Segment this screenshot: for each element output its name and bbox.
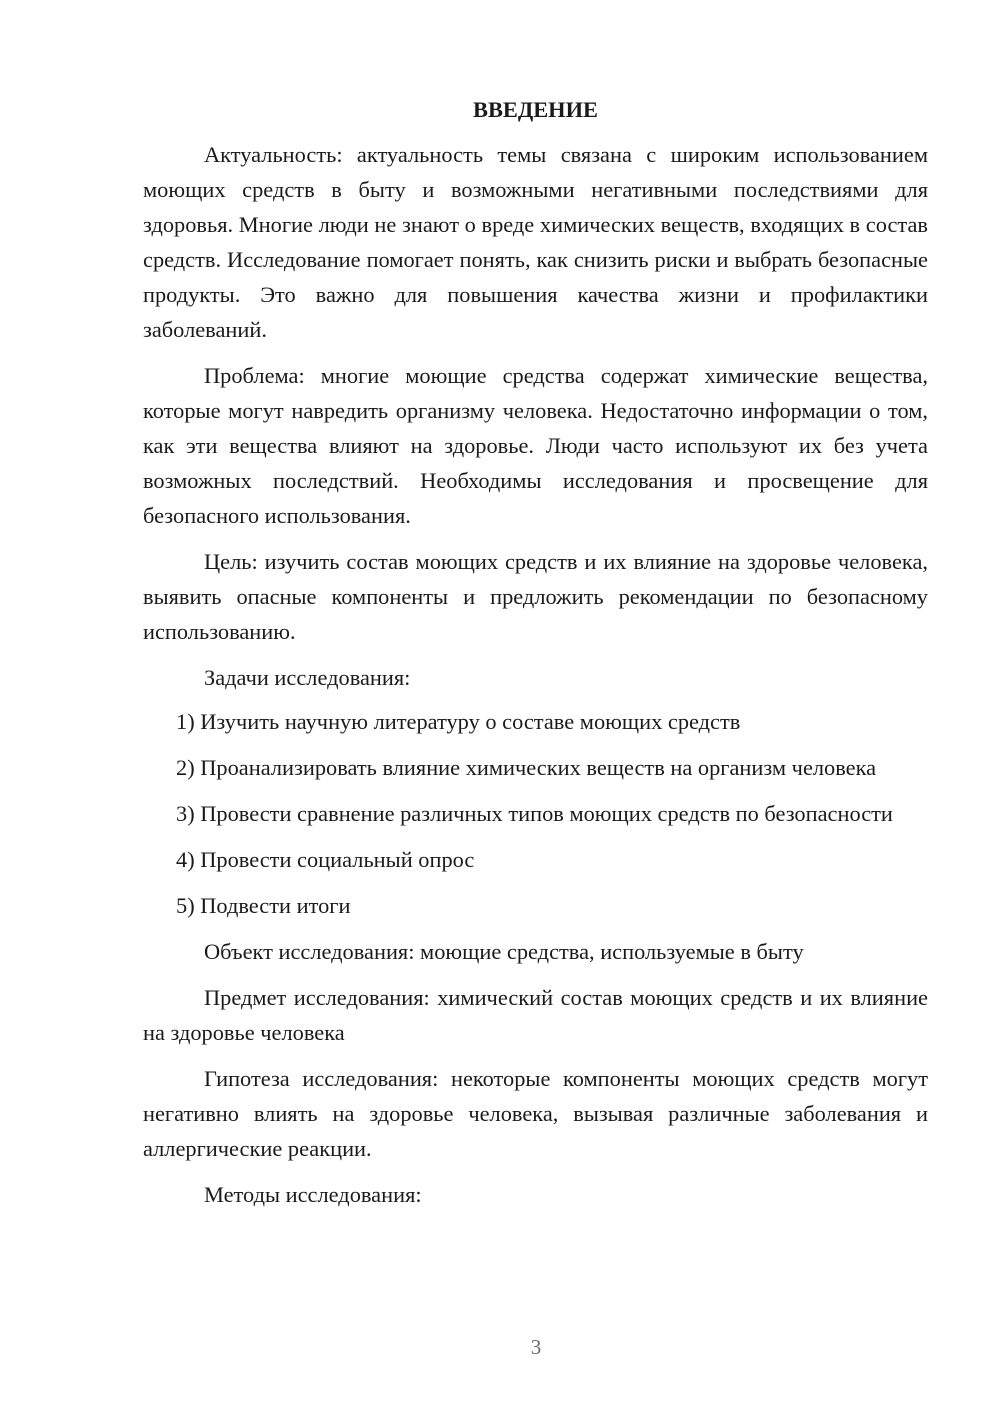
- task-item: 1) Изучить научную литературу о составе моющих средств: [176, 709, 741, 734]
- page-number: 3: [530, 1335, 542, 1359]
- hypothesis-paragraph: Гипотеза исследования: некоторые компоненты моющих средств могут негативно влиять на здоровье человека, вызывая различные заболевания и аллергические реакции.: [143, 1066, 928, 1161]
- page-content: [143, 92, 928, 1223]
- subject-paragraph: Предмет исследования: химический состав моющих средств и их влияние на здоровье человека: [143, 985, 928, 1045]
- tasks-list: [143, 704, 928, 923]
- problem-paragraph: Проблема: многие моющие средства содержат химические вещества, которые могут навредить организму человека. Недостаточно информации о том, как эти вещества влияют на здоровье. Люди часто используют их без учета возможных последствий. Необходимы исследования и просвещение для безопасного использования.: [143, 363, 928, 528]
- task-item: 2) Проанализировать влияние химических веществ на организм человека: [176, 755, 877, 780]
- goal-paragraph: Цель: изучить состав моющих средств и их влияние на здоровье человека, выявить опасные компоненты и предложить рекомендации по безопасному использованию.: [143, 549, 928, 644]
- task-item: 4) Провести социальный опрос: [176, 847, 475, 872]
- tasks-label: Задачи исследования:: [204, 665, 411, 690]
- task-item: 5) Подвести итоги: [176, 893, 351, 918]
- task-item: 3) Провести сравнение различных типов моющих средств по безопасности: [176, 801, 893, 826]
- methods-label: Методы исследования:: [204, 1182, 422, 1207]
- section-heading: ВВЕДЕНИЕ: [473, 97, 598, 122]
- relevance-paragraph: Актуальность: актуальность темы связана с широким использованием моющих средств в быту и возможными негативными последствиями для здоровья. Многие люди не знают о вреде химических веществ, входящих в состав средств. Исследование помогает понять, как снизить риски и выбрать безопасные продукты. Это важно для повышения качества жизни и профилактики заболеваний.: [143, 142, 928, 342]
- object-paragraph: Объект исследования: моющие средства, используемые в быту: [204, 939, 804, 964]
